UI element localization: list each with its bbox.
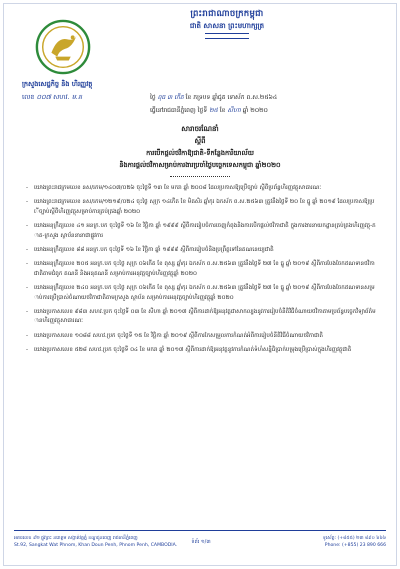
lunar-date-rest: ខែ ភទ្របទ ឆ្នាំជូត ទោស័ក ព.ស.២៥៦៤: [185, 94, 278, 101]
title-divider: [170, 176, 230, 177]
motto-ornament: [205, 33, 249, 39]
document-title-line-1: ការបើកផ្តល់ថវិកាឱ្យជាតិ-ទីកន្លែងការិយាល័យ: [146, 149, 254, 157]
ministry-name: ក្រសួងសេដ្ឋកិច្ច និង ហិរញ្ញវត្ថុ: [22, 80, 93, 88]
list-item: - យោងព្រះរាជក្រមលេខ នស/រកម/១២១៩/០២៤ ចុះថ្ងៃ សុក្រ ១៤កើត ខែ មិគសិរ ឆ្នាំកុរ ឯកស័ក ព.ស.២៥៦៣ ត្រូវនឹងថ្ងៃទី ២០ ខែ ធ្នូ ឆ្នាំ ២០១៩ ដែលប្រកាសឱ្យប្រើច្បាប់ស្តីពីហិរញ្ញវត្ថុសម្រាប់ការគ្រប់គ្រងឆ្នាំ ២០២០: [26, 198, 376, 217]
footer-address: [14, 535, 214, 549]
list-item: - យោងប្រកាសលេខ ៩៨៣ សហវ.ប្រក ចុះថ្ងៃទី ០៣ ខែ សីហា ឆ្នាំ ២០១៧ ស្តីពីការដាក់ឱ្យអនុវត្តជាសាកល្បងនូវការរៀបចំនីតិវិធីចំណាយថវិកាតាមប្រព័ន្ធបច្ចេកវិទ្យាព័ត៌មានហិរញ្ញវត្ថុសាធារណៈ: [26, 308, 376, 327]
ref-prefix: លេខ: [22, 93, 35, 101]
list-item: - យោងប្រកាសលេខ ៥២៨ សហវ.ប្រក ចុះថ្ងៃទី ០៤ ខែ មករា ឆ្នាំ ២០១៧ ស្តីពីការដាក់ឱ្យអនុវត្តនូវការកំណត់ទំហំសន្និធិប្រាក់បម្រុងប្រើប្រាស់ក្នុងហិរញ្ញវត្ថុជាតិ: [26, 346, 376, 355]
footer-phone: Phone: (+855) 23 890 666: [324, 543, 386, 548]
list-item: - យោងអនុក្រឹត្យលេខ ២០៥ អនក្រ.បក ចុះថ្ងៃ សុក្រ ០៦កើត ខែ ពុស្ស ឆ្នាំកុរ ឯកស័ក ព.ស.២៥៦៣ ត្រូវនឹងថ្ងៃទី ២៧ ខែ ធ្នូ ឆ្នាំ ២០១៩ ស្តីពីការបែងចែកឥណទានថវិកាជាតិតាមជំពូក គណនី និងអនុគណនី សម្រាប់ការអនុវត្តច្បាប់ហិរញ្ញវត្ថុឆ្នាំ ២០២០: [26, 260, 376, 279]
footer-phone-km: ទូរស័ព្ទ: (+៨៥៥) ២៣ ៨៩០ ៦៦៦: [322, 536, 386, 541]
page-number: ទំព័រ ១/៣: [191, 539, 211, 545]
solar-date-day: ២៥: [209, 107, 218, 114]
footer-contact: [286, 535, 386, 549]
lunar-date-prefix: ថ្ងៃ: [150, 94, 156, 101]
lunar-date-handwritten: ពុធ ៣ កើត: [157, 94, 184, 101]
document-type: សារាចរណែនាំ: [181, 125, 219, 133]
solar-date-prefix: ធ្វើនៅរាជធានីភ្នំពេញ ថ្ងៃទី: [150, 107, 208, 114]
document-subject-label: ស្តីពី: [194, 137, 206, 145]
list-item: - យោងអនុក្រឹត្យលេខ ៨៨ អនក្រ.បក ចុះថ្ងៃទី ១៦ ខែ វិច្ឆិកា ឆ្នាំ ១៩៩៩ ស្តីពីការរៀបចំនិងប្រព្រឹត្តទៅនៃគណនេយ្យជាតិ: [26, 246, 376, 255]
footer-address-en: St.92, Sangkat Wat Phnom, Khan Doun Penh, Phnom Penh, CAMBODIA.: [14, 543, 178, 548]
list-item: - យោងអនុក្រឹត្យលេខ ៤១ អនក្រ.បក ចុះថ្ងៃទី ១៦ ខែ វិច្ឆិកា ឆ្នាំ ១៩៩៩ ស្តីពីការរៀបចំការចេញកំពុងនិងការបើកផ្តល់ថវិកាជាតិ ក្នុងការងារនាយកដ្ឋានគ្រប់គ្រងហិរញ្ញវត្ថុ-ភាគ-ក្រសួង ស្ថាប័ននានាជាផ្លូវការ: [26, 222, 376, 241]
footer-address-km: អគារលេខ ៩២ ផ្លូវព្រះ នរោត្តម សង្កាត់វត្តភ្នំ ខណ្ឌដូនពេញ រាជធានីភ្នំពេញ: [14, 536, 138, 541]
list-item: - យោងព្រះរាជក្រមលេខ នស/រកម/១៤០៧/០២៦ ចុះថ្ងៃទី ១៣ ខែ មករា ឆ្នាំ ២០០៨ ដែលប្រកាសឱ្យប្រើច្បាប់ ស្តីពីប្រព័ន្ធហិរញ្ញវត្ថុសាធារណៈ: [26, 184, 376, 193]
ref-suffix: សហវ.: [53, 93, 70, 101]
solar-date-month-label: ខែ: [219, 107, 226, 114]
reference-number: [22, 93, 142, 103]
document-title-line-2: និងការផ្តល់ថវិកាសម្រាប់ការងារប្រចាំថ្ងៃបច្ចេកទេសកម្ពុជា ឆ្នាំ២០២០: [119, 161, 281, 169]
national-motto: ជាតិ សាសនា ព្រះមហាក្សត្រ: [189, 22, 265, 30]
lunar-date: [150, 93, 386, 102]
legal-references-list: [26, 184, 376, 361]
solar-date-year: ឆ្នាំ ២០២០: [242, 107, 268, 114]
list-item: - យោងអនុក្រឹត្យលេខ ២៤០ អនក្រ.បក ចុះថ្ងៃ សុក្រ ០៦កើត ខែ ពុស្ស ឆ្នាំកុរ ឯកស័ក ព.ស.២៥៦៣ ត្រូវនឹងថ្ងៃទី ២៧ ខែ ធ្នូ ឆ្នាំ ២០១៩ ស្តីពីការបែងចែកឥណទានសម្រាប់ការប្រើប្រាស់ចំណាយថវិកាជាតិតាមក្រសួង ស្ថាប័ន សម្រាប់ការអនុវត្តច្បាប់ហិរញ្ញវត្ថុឆ្នាំ ២០២០: [26, 284, 376, 303]
solar-date: [150, 106, 386, 115]
solar-date-month: សីហា: [227, 107, 241, 114]
ministry-logo: [34, 18, 92, 76]
kingdom-heading: ព្រះរាជាណាចក្រកម្ពុជា: [190, 9, 264, 19]
list-item: - យោងប្រកាសលេខ ១០៨៨ សហវ.ប្រក ចុះថ្ងៃទី ១៥ ខែ វិច្ឆិកា ឆ្នាំ ២០១៩ ស្តីពីការកែសម្រួលការកំណត់អំពីការរៀបចំនីតិវិធីចំណាយថវិកាជាតិ: [26, 332, 376, 341]
ref-code-handwritten: ម.គ: [71, 93, 83, 101]
footer-rule: [14, 530, 386, 531]
ref-number-handwritten: ០០៧: [36, 93, 52, 101]
